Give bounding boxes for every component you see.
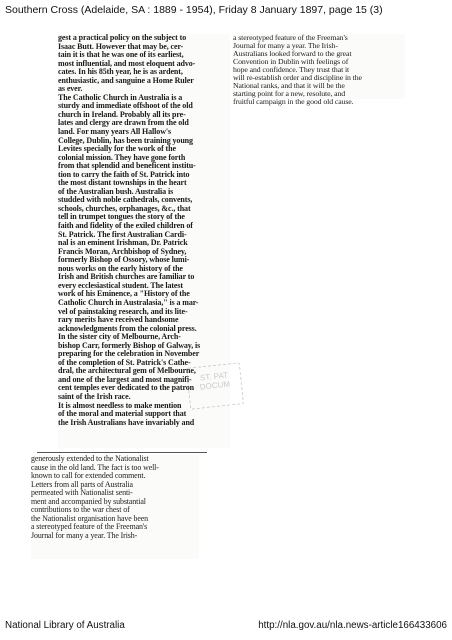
text-line: cent temples ever dedicated to the patron bbox=[58, 383, 195, 393]
text-line: will re-establish order and discipline in the bbox=[233, 73, 362, 83]
text-line: National ranks, and that it will be the bbox=[233, 81, 345, 91]
text-line: The Catholic Church in Australia is a bbox=[58, 92, 183, 102]
text-line: It is almost needless to make mention bbox=[58, 400, 182, 410]
text-line: cause in the old land. The fact is too well- bbox=[31, 462, 159, 472]
text-line: a stereotyped feature of the Freeman's bbox=[31, 522, 148, 532]
text-line: nous works on the early history of the bbox=[58, 263, 183, 273]
text-line: starting point for a new, resolute, and bbox=[233, 89, 346, 99]
right-column-text bbox=[233, 34, 405, 106]
text-line: ment and accompanied by substantial bbox=[31, 496, 146, 506]
article-clipping-right-column bbox=[233, 33, 405, 107]
text-line: contributions to the war chest of bbox=[31, 505, 130, 515]
text-line: acknowledgments from the colonial press. bbox=[58, 323, 197, 333]
text-line: the Nationalist organisation have been bbox=[31, 513, 149, 523]
text-line: land. For many years All Hallow's bbox=[58, 127, 172, 137]
text-line: dral, the architectural gem of Melbourne, bbox=[58, 366, 196, 376]
text-line: and one of the largest and most magnifi- bbox=[58, 374, 192, 384]
text-line: of the moral and material support that bbox=[58, 409, 187, 419]
text-line: as ever. bbox=[58, 84, 83, 94]
text-line: faith and fidelity of the exiled children of bbox=[58, 221, 193, 231]
article-clipping-continuation bbox=[31, 455, 199, 559]
text-line: tell in trumpet tongues the story of the bbox=[58, 212, 185, 222]
text-line: colonial mission. They have gone forth bbox=[58, 152, 186, 162]
text-line: In the sister city of Melbourne, Arch- bbox=[58, 332, 181, 342]
text-line: sturdy and immediate offshoot of the old bbox=[58, 101, 193, 111]
text-line: enthusiastic, and sanguine a Home Ruler bbox=[58, 75, 194, 85]
column-divider-rule bbox=[37, 452, 207, 453]
citation-header: Southern Cross (Adelaide, SA : 1889 - 1954), Friday 8 January 1897, page 15 (3) bbox=[5, 4, 383, 16]
library-stamp bbox=[186, 362, 244, 409]
text-line: fruitful campaign in the good old cause. bbox=[233, 97, 354, 107]
text-line: Isaac Butt. However that may be, cer- bbox=[58, 41, 184, 51]
text-line: Catholic Church in Australasia," is a mar- bbox=[58, 297, 199, 307]
text-line: Convention in Dublin with feelings of bbox=[233, 57, 349, 67]
stamp-line: ST. PAT bbox=[199, 370, 229, 383]
text-line: vel of painstaking research, and its lite- bbox=[58, 306, 188, 316]
text-line: a stereotyped feature of the Freeman's bbox=[233, 33, 348, 42]
text-line: lates and clergy are drawn from the old bbox=[58, 118, 189, 128]
text-line: the most distant townships in the heart bbox=[58, 178, 187, 188]
text-line: Journal for many a year. The Irish- bbox=[233, 41, 338, 51]
text-line: Australians looked forward to the great bbox=[233, 49, 352, 59]
text-line: schools, churches, orphanages, &c., that bbox=[58, 203, 191, 213]
text-line: bishop Carr, formerly Bishop of Galway, is bbox=[58, 340, 201, 350]
text-line: tain it is that he was one of its earliest, bbox=[58, 50, 184, 60]
stamp-line: DOCUM bbox=[199, 379, 231, 392]
text-line: of the Australian bush. Australia is bbox=[58, 186, 174, 196]
text-line: Journal for many a year. The Irish- bbox=[31, 530, 138, 540]
text-line: of the completion of St. Patrick's Cathe- bbox=[58, 357, 191, 367]
text-line: hope and confidence. They trust that it bbox=[233, 65, 350, 75]
text-line: the Irish Australians have invariably and bbox=[58, 417, 195, 427]
text-line: Levites specially for the work of the bbox=[58, 144, 176, 154]
text-line: permeated with Nationalist senti- bbox=[31, 488, 133, 498]
text-line: known to call for extended comment. bbox=[31, 471, 146, 481]
text-line: cates. In his 85th year, he is as ardent, bbox=[58, 67, 183, 77]
continuation-column-text bbox=[31, 455, 199, 540]
text-line: College, Dublin, has been training young bbox=[58, 135, 193, 145]
source-credit: National Library of Australia bbox=[5, 620, 125, 631]
text-line: from that splendid and beneficent institu- bbox=[58, 161, 196, 171]
text-line: gest a practical policy on the subject to bbox=[58, 33, 187, 42]
text-line: Francis Moran, Archbishop of Sydney, bbox=[58, 246, 187, 256]
text-line: every ecclesiastical student. The latest bbox=[58, 280, 183, 290]
text-line: work of his Eminence, a "History of the bbox=[58, 289, 190, 299]
text-line: preparing for the celebration in November bbox=[58, 349, 200, 359]
text-line: church in Ireland. Probably all its pre- bbox=[58, 109, 186, 119]
text-line: most influential, and most eloquent advo- bbox=[58, 58, 196, 68]
text-line: generously extended to the Nationalist bbox=[31, 454, 149, 463]
text-line: tion to carry the faith of St. Patrick into bbox=[58, 169, 190, 179]
text-line: saint of the Irish race. bbox=[58, 391, 131, 401]
text-line: Letters from all parts of Australia bbox=[31, 479, 133, 489]
text-line: studded with noble cathedrals, convents, bbox=[58, 195, 193, 205]
text-line: Irish and British churches are familiar to bbox=[58, 272, 195, 282]
text-line: rary merits have received handsome bbox=[58, 315, 179, 325]
article-permalink[interactable]: http://nla.gov.au/nla.news-article166433606 bbox=[258, 620, 447, 631]
text-line: nal is an eminent Irishman, Dr. Patrick bbox=[58, 238, 188, 248]
text-line: formerly Bishop of Ossory, whose lumi- bbox=[58, 255, 190, 265]
text-line: St. Patrick. The first Australian Cardi- bbox=[58, 229, 187, 239]
